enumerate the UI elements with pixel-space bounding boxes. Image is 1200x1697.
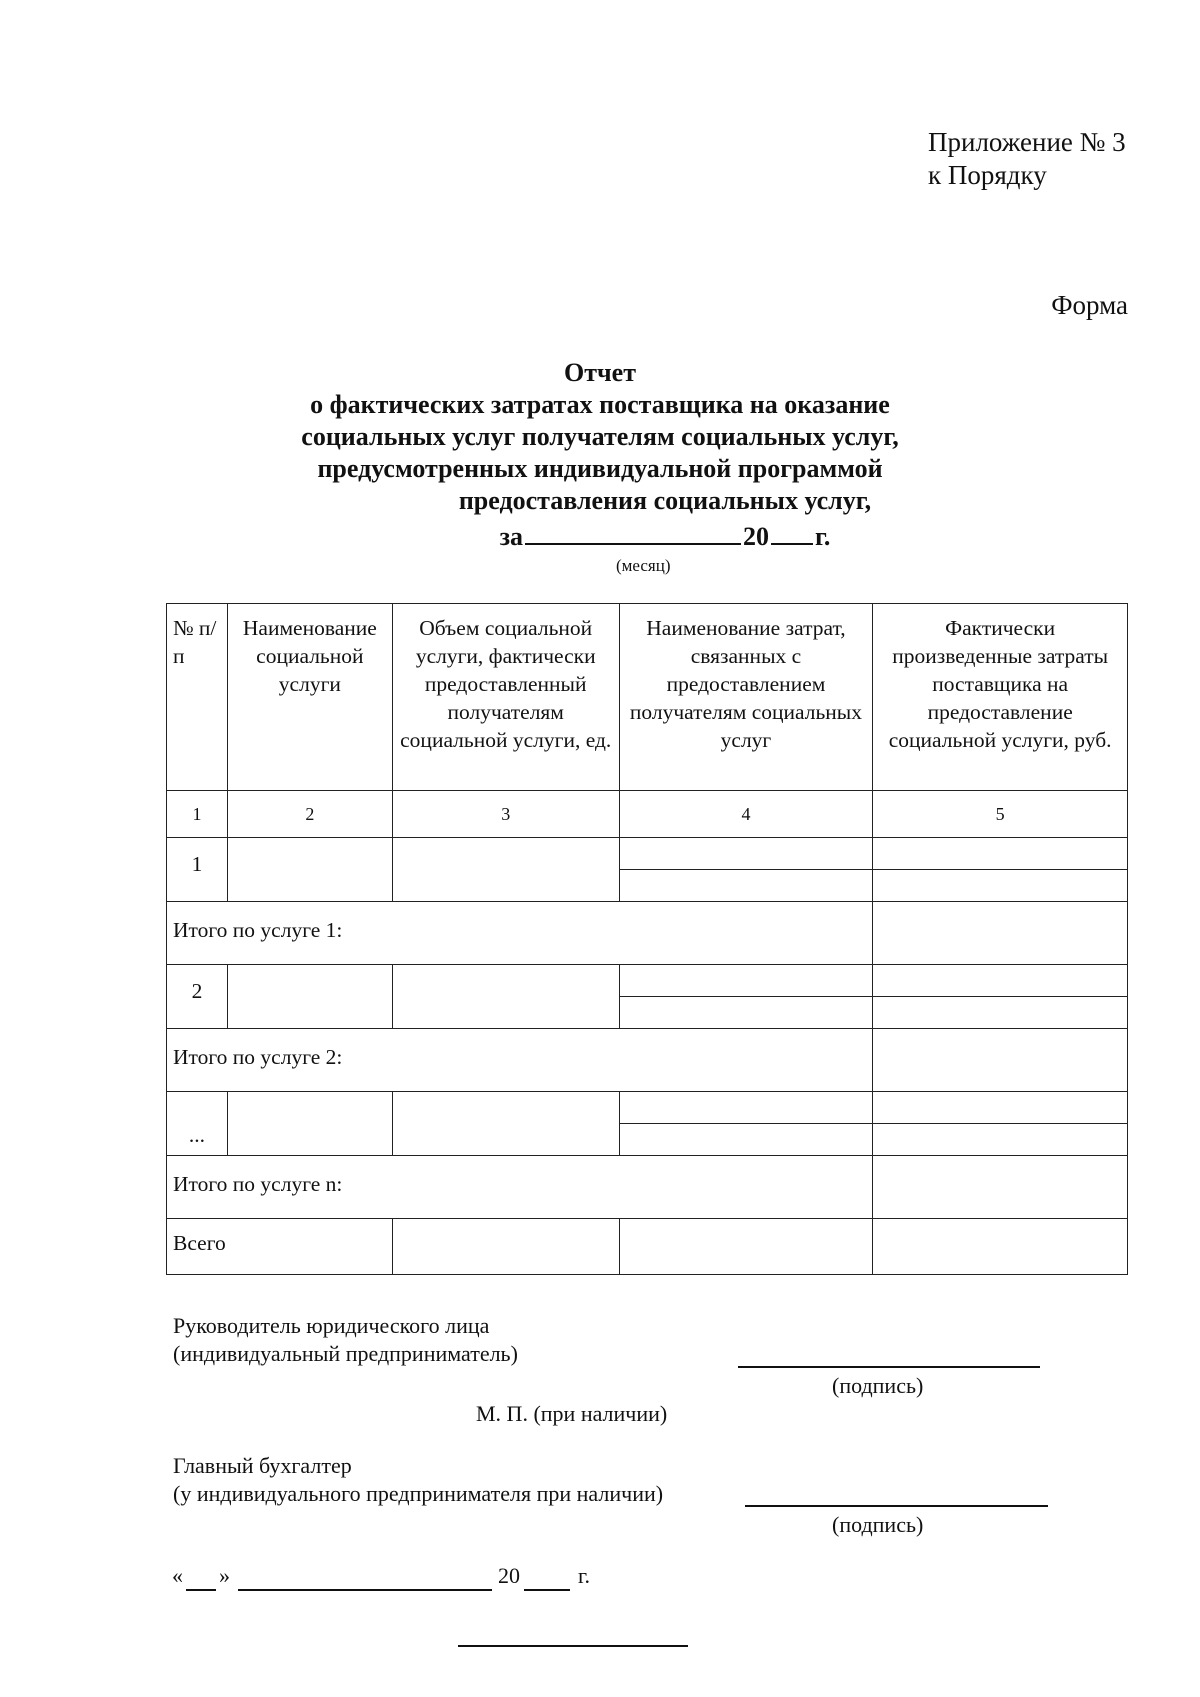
grand-total-row — [167, 1219, 1128, 1275]
footer-divider — [458, 1645, 688, 1647]
total-value-n[interactable] — [873, 1156, 1128, 1219]
table-row — [167, 965, 1128, 997]
date-open-quote: « — [172, 1563, 183, 1588]
total-label-1: Итого по услуге 1: — [167, 902, 873, 965]
title-line-5: предоставления социальных услуг, — [458, 486, 872, 515]
cost-name-cell[interactable] — [619, 1092, 873, 1124]
service-name-cell[interactable] — [227, 838, 392, 902]
service-volume-cell[interactable] — [392, 838, 619, 902]
title-year-suffix: г. — [815, 522, 831, 551]
service-name-cell[interactable] — [227, 1092, 392, 1156]
month-blank[interactable] — [525, 517, 741, 545]
head-subtitle: (индивидуальный предприниматель) — [173, 1341, 518, 1366]
header-service-volume: Объем социальной услуги, фактически предоставленный получателям социальной услуги, ед. — [392, 604, 619, 791]
grand-total-value[interactable] — [873, 1219, 1128, 1275]
actual-cost-cell[interactable] — [873, 965, 1128, 997]
actual-cost-cell[interactable] — [873, 997, 1128, 1029]
total-row-1 — [167, 902, 1128, 965]
col-number-3: 3 — [392, 791, 619, 838]
col-number-1: 1 — [167, 791, 228, 838]
total-label-2: Итого по услуге 2: — [167, 1029, 873, 1092]
head-signature-caption: (подпись) — [832, 1373, 924, 1398]
title-za: за — [499, 522, 524, 551]
accountant-signature-line[interactable] — [745, 1505, 1048, 1507]
head-title: Руководитель юридического лица — [173, 1313, 490, 1338]
month-caption: (месяц) — [616, 556, 671, 575]
total-value-2[interactable] — [873, 1029, 1128, 1092]
header-actual-costs: Фактически произведенные затраты поставщика на предоставление социальной услуги, руб. — [873, 604, 1128, 791]
date-year-prefix: 20 — [498, 1563, 520, 1588]
total-row-2 — [167, 1029, 1128, 1092]
head-signature-block — [173, 1312, 518, 1368]
service-volume-cell[interactable] — [392, 965, 619, 1029]
date-close-quote: » — [219, 1563, 230, 1588]
row-number-1: 1 — [167, 838, 228, 902]
row-number-n: ... — [167, 1092, 228, 1156]
col-number-2: 2 — [227, 791, 392, 838]
grand-total-label: Всего — [167, 1219, 393, 1275]
header-number: № п/п — [167, 604, 228, 791]
header-service-name: Наименование социальной услуги — [227, 604, 392, 791]
form-label: Форма — [1051, 290, 1128, 320]
accountant-signature-block — [173, 1452, 663, 1508]
stamp-label: М. П. (при наличии) — [476, 1401, 668, 1426]
col-number-5: 5 — [873, 791, 1128, 838]
total-row-n — [167, 1156, 1128, 1219]
service-volume-cell[interactable] — [392, 1092, 619, 1156]
actual-cost-cell[interactable] — [873, 870, 1128, 902]
col-number-4: 4 — [619, 791, 873, 838]
actual-cost-cell[interactable] — [873, 1124, 1128, 1156]
date-year-suffix: г. — [578, 1563, 591, 1588]
cost-name-cell[interactable] — [619, 1124, 873, 1156]
report-title — [0, 357, 1200, 553]
grand-total-volume[interactable] — [392, 1219, 619, 1275]
title-line-4: предусмотренных индивидуальной программой — [317, 454, 883, 483]
title-year-prefix: 20 — [743, 522, 770, 551]
cost-name-cell[interactable] — [619, 997, 873, 1029]
cost-name-cell[interactable] — [619, 965, 873, 997]
accountant-subtitle: (у индивидуального предпринимателя при наличии) — [173, 1481, 664, 1506]
appendix-number: Приложение № 3 — [928, 127, 1126, 157]
title-line-1: Отчет — [564, 358, 636, 387]
appendix-label — [928, 126, 1126, 192]
total-value-1[interactable] — [873, 902, 1128, 965]
header-cost-name: Наименование затрат, связанных с предоставлением получателям социальных услуг — [619, 604, 873, 791]
title-line-3: социальных услуг получателям социальных услуг, — [301, 422, 899, 451]
appendix-reference: к Порядку — [928, 160, 1047, 190]
header-row — [167, 604, 1128, 791]
title-period-line — [0, 517, 1200, 553]
accountant-signature-caption: (подпись) — [832, 1512, 924, 1537]
accountant-title: Главный бухгалтер — [173, 1453, 352, 1478]
head-signature-line[interactable] — [738, 1366, 1040, 1368]
table-row — [167, 1092, 1128, 1124]
grand-total-cost-name[interactable] — [619, 1219, 873, 1275]
cost-name-cell[interactable] — [619, 838, 873, 870]
service-name-cell[interactable] — [227, 965, 392, 1029]
title-line-2: о фактических затратах поставщика на оказание — [310, 390, 890, 419]
table-row — [167, 838, 1128, 870]
row-number-2: 2 — [167, 965, 228, 1029]
date-month-blank[interactable] — [238, 1589, 492, 1591]
cost-name-cell[interactable] — [619, 870, 873, 902]
year-blank[interactable] — [771, 517, 813, 545]
total-label-n: Итого по услуге n: — [167, 1156, 873, 1219]
actual-cost-cell[interactable] — [873, 1092, 1128, 1124]
report-table — [166, 603, 1128, 1275]
date-year-blank[interactable] — [524, 1589, 570, 1591]
date-day-blank[interactable] — [186, 1589, 216, 1591]
actual-cost-cell[interactable] — [873, 838, 1128, 870]
column-numbers-row — [167, 791, 1128, 838]
